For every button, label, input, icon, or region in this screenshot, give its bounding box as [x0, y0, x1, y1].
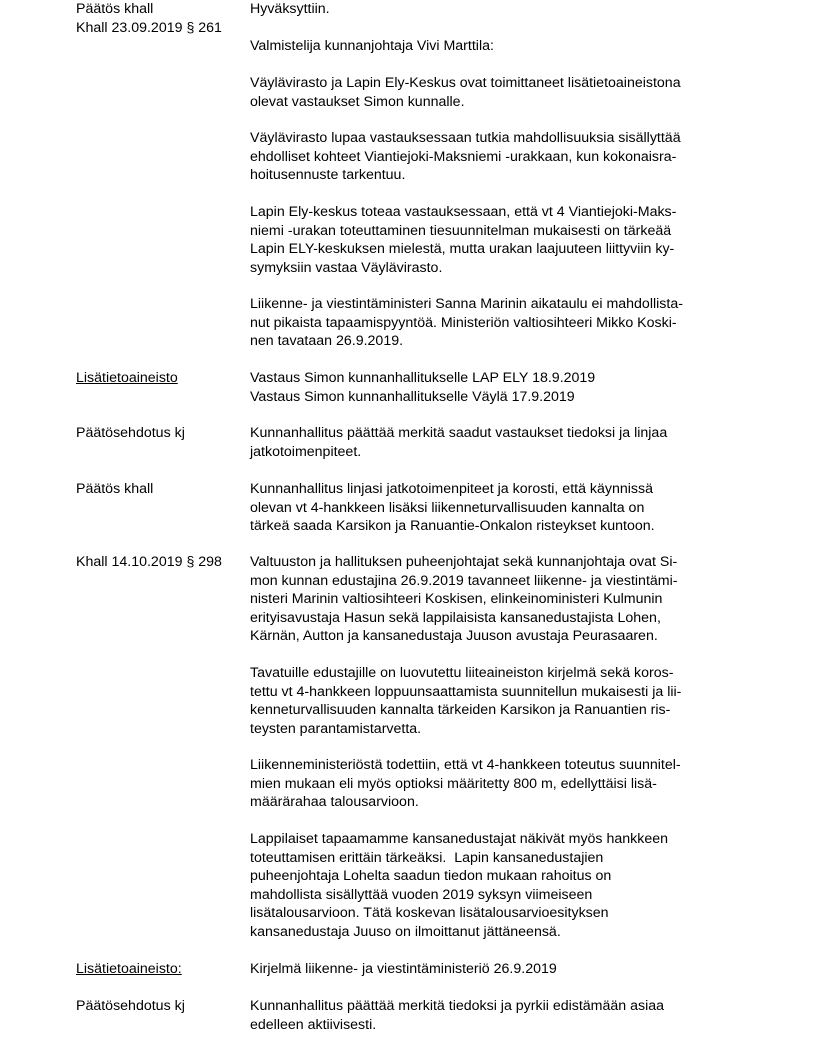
paragraph-line: Liikenneministeriöstä todettiin, että vt 4-hankkeen toteutus suunnitel- [250, 757, 681, 773]
paragraph-line: tettu vt 4-hankkeen loppuunsaattamista suunnitellun mukaisesti ja lii- [250, 683, 682, 700]
paragraph-line: Kirjelmä liikenne- ja viestintäministeriö 26.9.2019 [250, 961, 557, 977]
section-label: Päätös khall [76, 1, 154, 17]
paragraph-line: Valmistelija kunnanjohtaja Vivi Marttila: [250, 38, 494, 54]
paragraph-line: kansanedustaja Juuso on ilmoittanut jättäneensä. [250, 924, 561, 940]
section-label: Päätös khall [76, 481, 154, 497]
paragraph-line: nen tavataan 26.9.2019. [250, 333, 404, 350]
paragraph-line: Lappilaiset tapaamamme kansanedustajat näkivät myös hankkeen [250, 831, 668, 847]
paragraph-line: Tavatuille edustajille on luovutettu liiteaineiston kirjelmä sekä koros- [250, 665, 674, 681]
section-label: Khall 23.09.2019 § 261 [76, 19, 222, 36]
section-label: Khall 14.10.2019 § 298 [76, 554, 222, 570]
paragraph-line: Kunnanhallitus päättää merkitä tiedoksi ja pyrkii edistämään asiaa [250, 998, 665, 1014]
paragraph-line: määrärahaa talousarvioon. [250, 794, 419, 811]
paragraph-line: Väylävirasto ja Lapin Ely-Keskus ovat toimittaneet lisätietoaineistona [250, 75, 681, 91]
paragraph-line: tärkeä saada Karsikon ja Ranuantie-Onkalon risteykset kuntoon. [250, 518, 655, 535]
paragraph-line: Vastaus Simon kunnanhallitukselle Väylä 17.9.2019 [250, 388, 575, 405]
paragraph-line: teysten parantamistarvetta. [250, 720, 422, 737]
paragraph-line: mon kunnan edustajina 26.9.2019 tavanneet liikenne- ja viestintämi- [250, 572, 678, 589]
paragraph-line: olevat vastaukset Simon kunnalle. [250, 93, 465, 110]
paragraph-line: Hyväksyttiin. [250, 1, 330, 17]
paragraph-line: Lapin Ely-keskus toteaa vastauksessaan, että vt 4 Viantiejoki-Maks- [250, 204, 677, 220]
paragraph-line: puheenjohtaja Lohelta saadun tiedon mukaan rahoitus on [250, 868, 612, 885]
section-label: Lisätietoaineisto [76, 370, 178, 386]
paragraph-line: edelleen aktiivisesti. [250, 1016, 377, 1033]
section-label: Päätösehdotus kj [76, 425, 185, 441]
paragraph-line: Liikenne- ja viestintäministeri Sanna Marinin aikataulu ei mahdollista- [250, 296, 683, 312]
paragraph-line: Väylävirasto lupaa vastauksessaan tutkia mahdollisuuksia sisällyttää [250, 130, 681, 146]
paragraph-line: nut pikaista tapaamispyyntöä. Ministeriön valtiosihteeri Mikko Koski- [250, 314, 677, 331]
paragraph-line: niemi -urakan toteuttaminen tiesuunnitelman mukaisesti on tärkeää [250, 222, 672, 239]
paragraph-line: Kunnanhallitus linjasi jatkotoimenpiteet ja korosti, että käynnissä [250, 481, 653, 497]
paragraph-line: mahdollista sisällyttää vuoden 2019 syksyn viimeiseen [250, 886, 593, 903]
paragraph-line: Lapin ELY-keskuksen mielestä, mutta urakan laajuuteen liittyviin ky- [250, 241, 675, 258]
paragraph-line: toteuttamisen erittäin tärkeäksi. Lapin kansanedustajien [250, 849, 604, 866]
paragraph-line: Vastaus Simon kunnanhallitukselle LAP ELY 18.9.2019 [250, 370, 596, 386]
section-label: Lisätietoaineisto: [76, 961, 182, 977]
paragraph-line: mien mukaan eli myös optioksi määritetty 800 m, edellyttäisi lisä- [250, 775, 657, 792]
paragraph-line: jatkotoimenpiteet. [250, 443, 362, 460]
paragraph-line: lisätalousarvioon. Tätä koskevan lisätalousarvioesityksen [250, 905, 609, 922]
paragraph-line: Valtuuston ja hallituksen puheenjohtajat sekä kunnanjohtaja ovat Si- [250, 554, 678, 570]
paragraph-line: olevan vt 4-hankkeen lisäksi liikenneturvallisuuden kannalta on [250, 499, 645, 516]
paragraph-line: kenneturvallisuuden kannalta tärkeiden Karsikon ja Ranuantien ris- [250, 702, 671, 719]
paragraph-line: erityisavustaja Hasun sekä lappilaisista kansanedustajista Lohen, [250, 609, 661, 626]
paragraph-line: Kärnän, Autton ja kansanedustaja Juuson avustaja Peurasaaren. [250, 628, 658, 645]
section-label: Päätösehdotus kj [76, 998, 185, 1014]
paragraph-line: hoitusennuste tarkentuu. [250, 167, 406, 184]
paragraph-line: nisteri Marinin valtiosihteeri Koskisen, elinkeinoministeri Kulmunin [250, 591, 663, 608]
paragraph-line: symyksiin vastaa Väylävirasto. [250, 259, 443, 276]
paragraph-line: ehdolliset kohteet Viantiejoki-Maksniemi -urakkaan, kun kokonaisra- [250, 148, 677, 165]
paragraph-line: Kunnanhallitus päättää merkitä saadut vastaukset tiedoksi ja linjaa [250, 425, 668, 441]
